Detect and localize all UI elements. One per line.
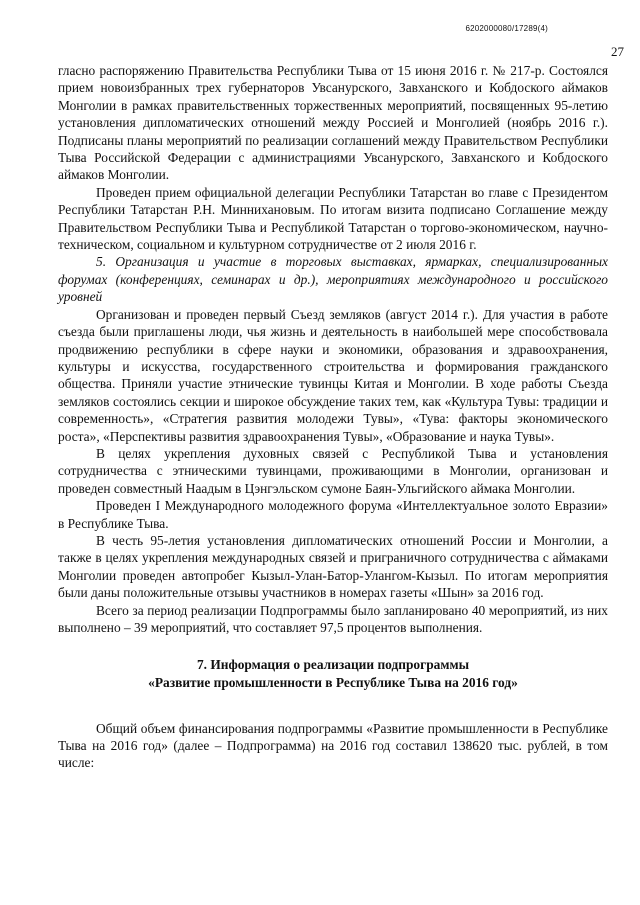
page-number: 27 [611, 44, 624, 59]
paragraph-youth-forum: Проведен I Международного молодежного форума «Интеллектуальное золото Евразии» в Республике Тыва. [58, 498, 608, 531]
paragraph-summary: Всего за период реализации Подпрограммы было запланировано 40 мероприятий, из них выполнено – 39 мероприятий, что составляет 97,5 процентов выполнения. [58, 602, 608, 635]
paragraph-tatarstan-delegation: Проведен прием официальной делегации Республики Татарстан во главе с Президентом Республики Татарстан Р.Н. Миннихановым. По итогам визита подписано Соглашение между Правительством Республики Тыва и Республикой Татарстан о торгово-экономическом, научно-техническом, социальном и культурном сотрудничестве от 2 июля 2016 г. [58, 184, 608, 253]
document-number: 6202000080/17289(4) [465, 24, 548, 33]
paragraph-auto-rally: В честь 95-летия установления дипломатических отношений России и Монголии, а также в целях укрепления международных связей и приграничного сотрудничества с аймаками Монголии проведен автопробег Кызыл-Улан-Батор-Улангом-Кызыл. По итогам мероприятия были даны положительные отзывы участников в номерах газеты «Шын» за 2016 год. [58, 532, 608, 601]
paragraph-naadym: В целях укрепления духовных связей с Республикой Тыва и установления сотрудничества с этническими тувинцами, проживающими в Монголии, организован и проведен совместный Наадым в Цэнгэльском сумоне Баян-Ульгийского аймака Монголии. [58, 445, 608, 496]
section-heading-line-1: 7. Информация о реализации подпрограммы [196, 657, 470, 673]
subsection-heading-trade-fairs: 5. Организация и участие в торговых выставках, ярмарках, специализированных форумах (конференциях, семинарах и др.), мероприятиях международного и российского уровней [58, 254, 608, 305]
paragraph-continuation: гласно распоряжению Правительства Республики Тыва от 15 июня 2016 г. № 217-р. Состоялся прием новоизбранных трех губернаторов Увсанурского, Завханского и Кобдоского аймаков Монголии в рамках правительственных торжественных мероприятий, посвященных 95-летию установления дипломатических отношений между Россией и Монголией (ноябрь 2016 г.). Подписаны планы мероприятий по реализации соглашений между Правительством Республики Тыва Российской Федерации с администрациями Увсанурского, Завханского и Кобдоского аймаков Монголии. [58, 63, 608, 183]
section-heading-line-2: «Развитие промышленности в Республике Тыва на 2016 год» [148, 675, 518, 690]
section-heading [58, 656, 608, 691]
paragraph-financing: Общий объем финансирования подпрограммы «Развитие промышленности в Республике Тыва на 2016 год» (далее – Подпрограмма) на 2016 год составил 138620 тыс. рублей, в том числе: [58, 720, 608, 771]
document-body [58, 62, 608, 772]
paragraph-compatriots-congress: Организован и проведен первый Съезд земляков (август 2014 г.). Для участия в работе съезда были приглашены люди, чья жизнь и деятельность в наибольшей мере способствовала продвижению республики в сфере науки и экономики, образования и здравоохранения, культуры и искусства, государственного строительства и формирования гражданского общества. Приняли участие этнические тувинцы Китая и Монголии. В ходе работы Съезда земляков состоялись секции и широкое обсуждение таких тем, как «Культура Тувы: традиции и современность», «Стратегия развития молодежи Тувы», «Тува: факторы экономического роста», «Перспективы развития здравоохранения Тувы», «Образование и наука Тувы». [58, 306, 608, 444]
